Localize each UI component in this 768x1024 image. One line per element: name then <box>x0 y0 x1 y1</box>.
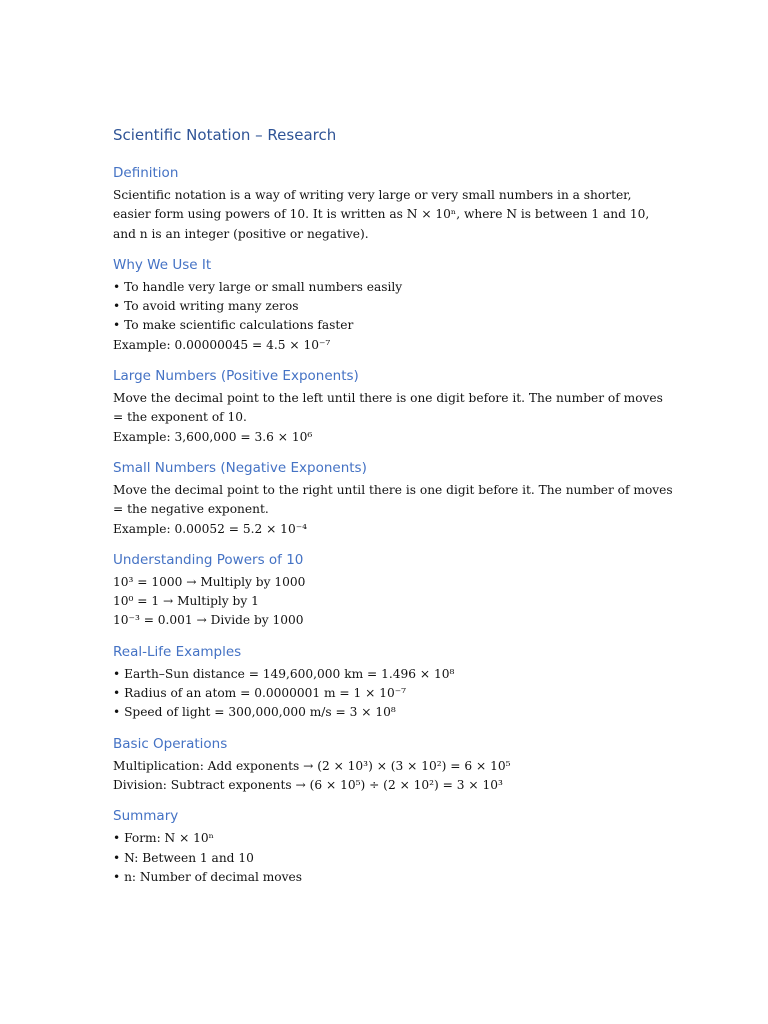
document-title: Scientific Notation – Research <box>113 126 337 144</box>
bullet-item: • N: Between 1 and 10 <box>113 850 254 865</box>
bullet-item: • Form: N × 10ⁿ <box>113 831 214 846</box>
section <box>113 163 673 244</box>
section-heading: Summary <box>113 808 179 825</box>
text-line: Example: 0.00000045 = 4.5 × 10⁻⁷ <box>113 337 331 352</box>
document-body <box>113 163 673 887</box>
section <box>113 806 673 887</box>
section <box>113 734 673 796</box>
bullet-item: • n: Number of decimal moves <box>113 869 302 884</box>
section-heading: Why We Use It <box>113 256 212 273</box>
section-heading: Definition <box>113 165 179 181</box>
section-heading: Understanding Powers of 10 <box>113 551 304 568</box>
section-heading: Basic Operations <box>113 735 228 752</box>
bullet-item: • To make scientific calculations faster <box>113 318 354 333</box>
bullet-item: • To handle very large or small numbers easily <box>113 279 403 294</box>
section-heading: Small Numbers (Negative Exponents) <box>113 459 367 476</box>
text-line: Division: Subtract exponents → (6 × 10⁵) ÷ (2 × 10²) = 3 × 10³ <box>113 777 503 792</box>
section-heading: Real-Life Examples <box>113 643 242 660</box>
text-line: Example: 3,600,000 = 3.6 × 10⁶ <box>113 429 313 444</box>
bullet-item: • To avoid writing many zeros <box>113 299 299 314</box>
section-paragraph: Move the decimal point to the left until there is one digit before it. The number of moves = the exponent of 10. <box>113 391 663 425</box>
text-line: 10⁰ = 1 → Multiply by 1 <box>113 594 259 609</box>
section <box>113 550 673 631</box>
text-line: 10⁻³ = 0.001 → Divide by 1000 <box>113 613 304 628</box>
text-line: Multiplication: Add exponents → (2 × 10³) × (3 × 10²) = 6 × 10⁵ <box>113 758 511 773</box>
section-paragraph: Scientific notation is a way of writing very large or very small numbers in a shorter, easier form using powers of 10. It is written as N × 10ⁿ, where N is between 1 and 10, and n is an integer (positive or negative). <box>113 188 650 241</box>
bullet-item: • Speed of light = 300,000,000 m/s = 3 × 10⁸ <box>113 705 396 720</box>
bullet-item: • Radius of an atom = 0.0000001 m = 1 × 10⁻⁷ <box>113 686 407 701</box>
section <box>113 255 673 355</box>
section <box>113 458 673 539</box>
text-line: Example: 0.00052 = 5.2 × 10⁻⁴ <box>113 521 308 536</box>
section <box>113 366 673 447</box>
bullet-item: • Earth–Sun distance = 149,600,000 km = 1.496 × 10⁸ <box>113 666 455 681</box>
section-heading: Large Numbers (Positive Exponents) <box>113 368 359 385</box>
section <box>113 642 673 723</box>
text-line: 10³ = 1000 → Multiply by 1000 <box>113 574 306 589</box>
document-page <box>113 124 673 898</box>
section-paragraph: Move the decimal point to the right until there is one digit before it. The number of moves = the negative exponent. <box>113 482 673 517</box>
